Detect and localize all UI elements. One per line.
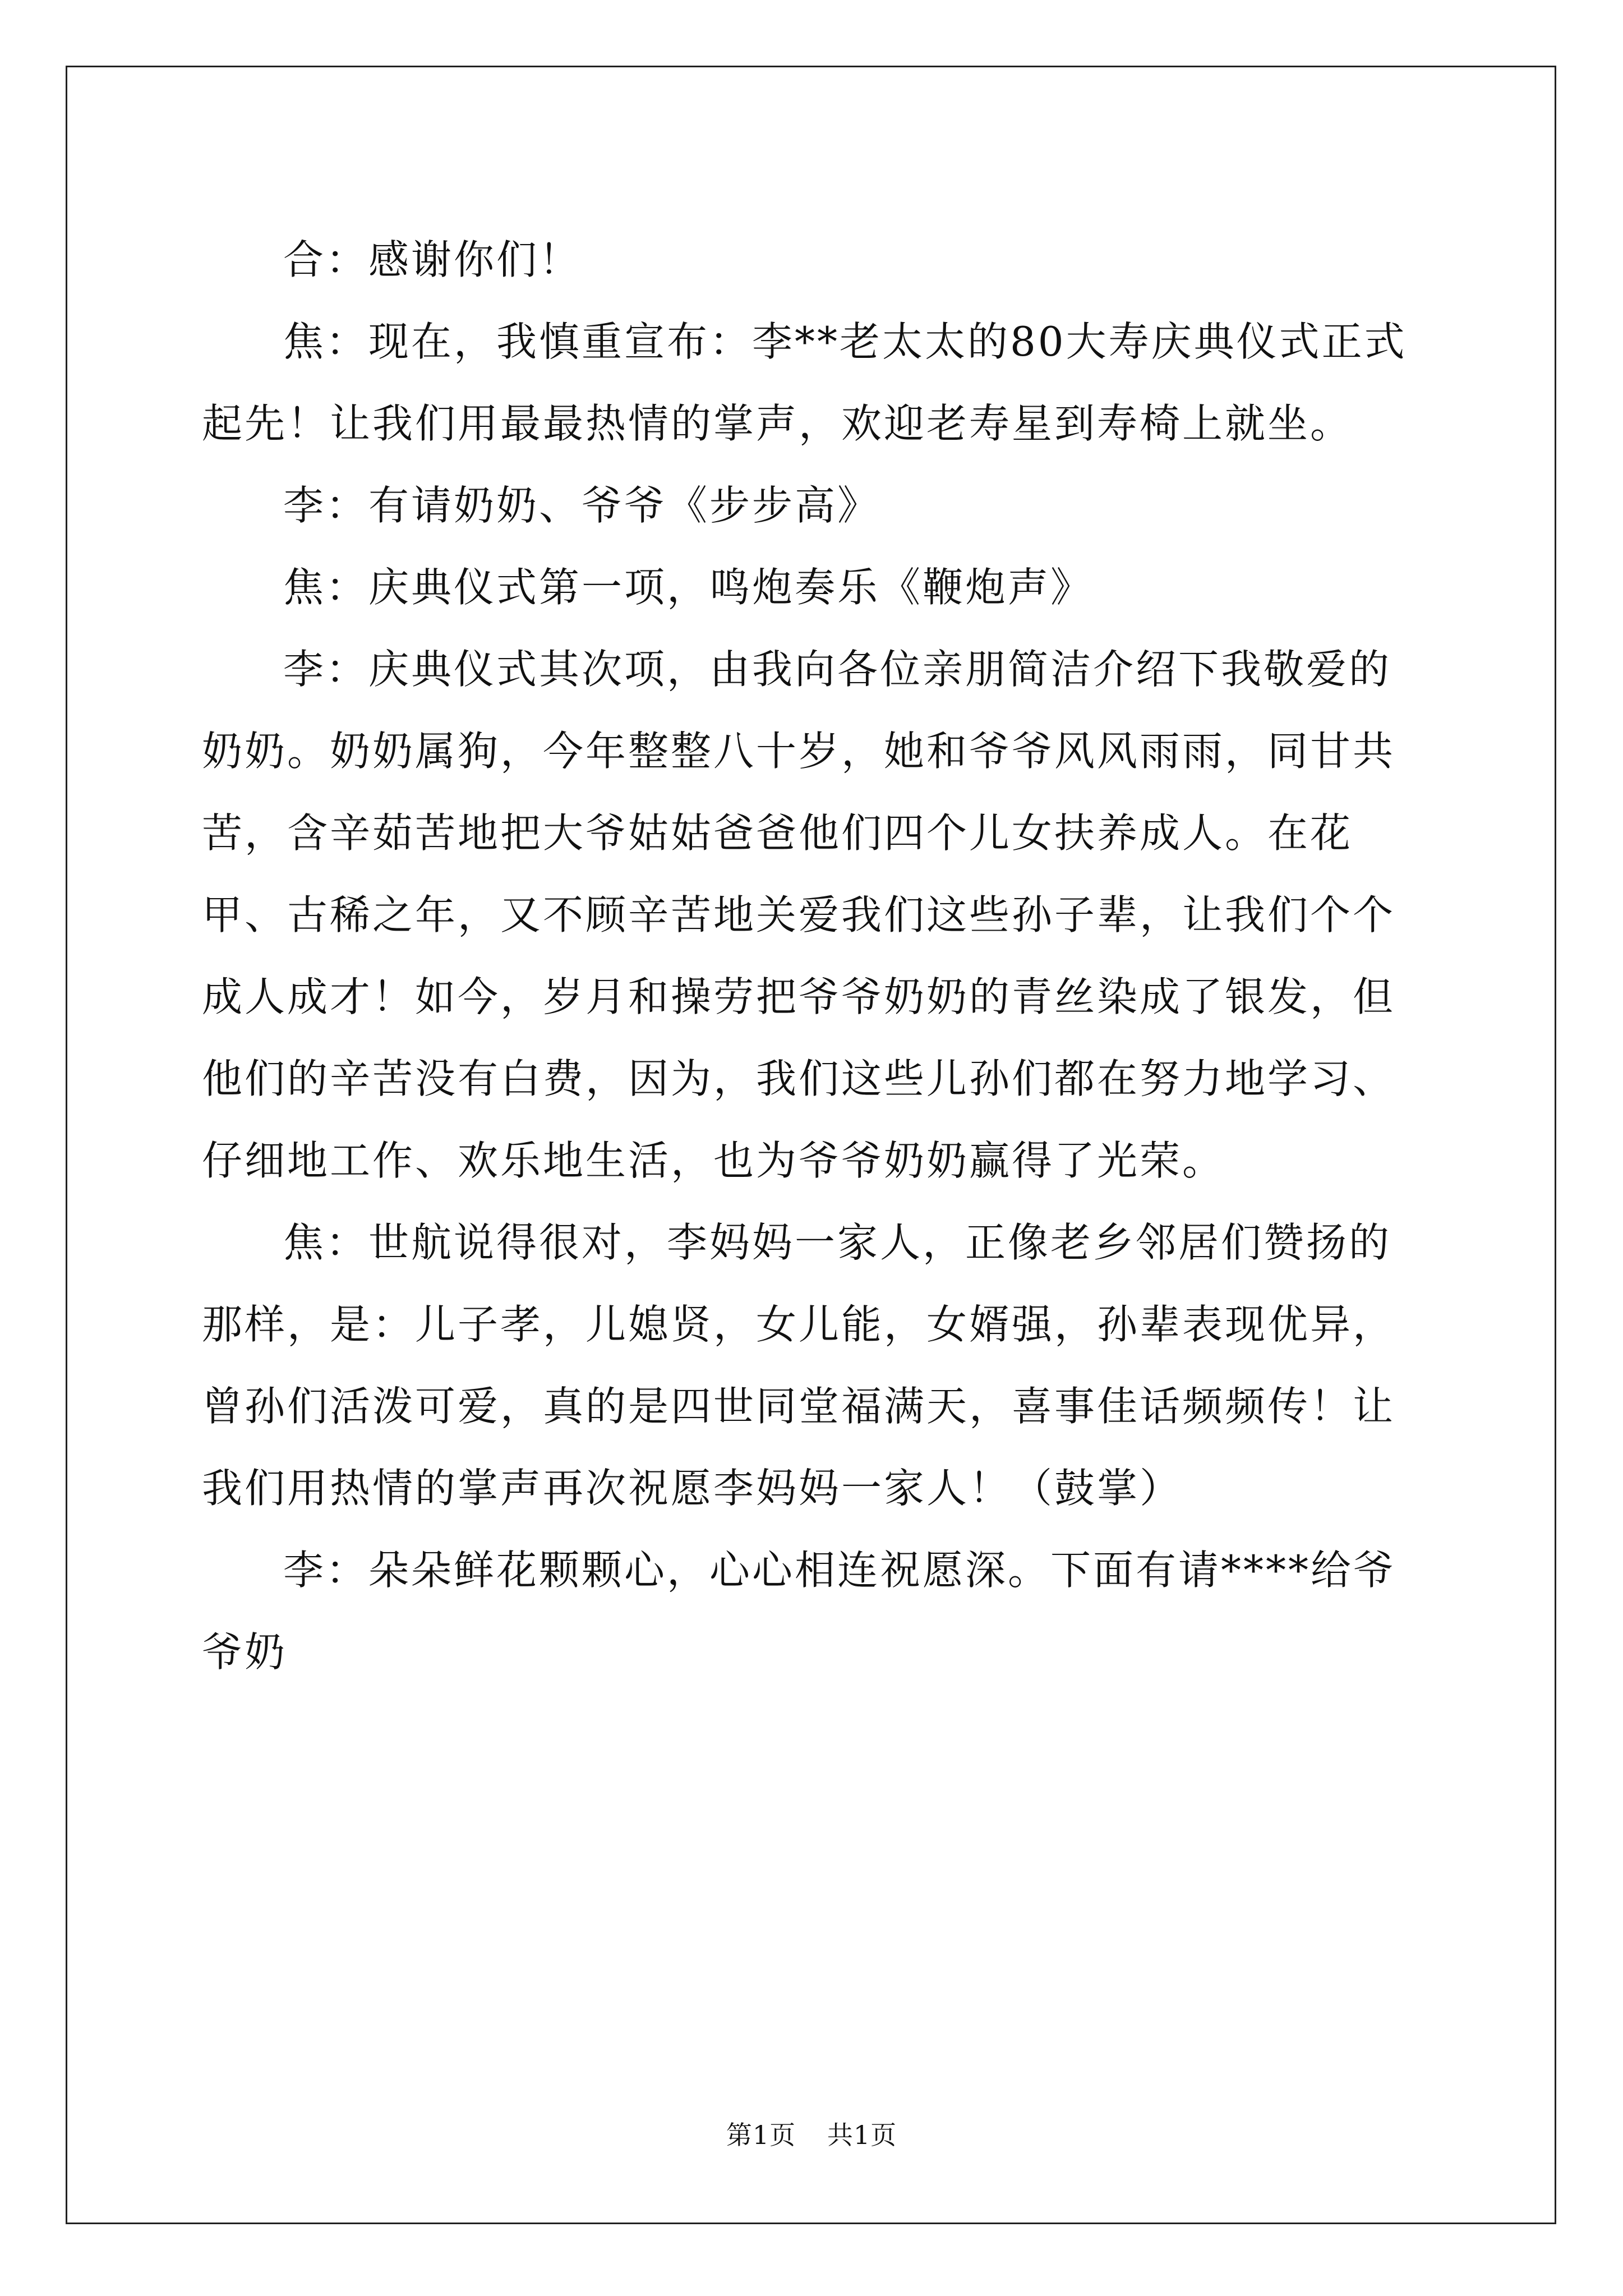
page-footer — [0, 2115, 1623, 2152]
paragraph-3: 李：有请奶奶、爷爷《步步高》 — [283, 482, 880, 529]
document-body — [202, 219, 1421, 1693]
paragraph-5: 李：庆典仪式其次项，由我向各位亲朋简洁介绍下我敬爱的奶奶。奶奶属狗，今年整整八十岁，她和爷爷风风雨雨，同甘共苦，含辛茹苦地把大爷姑姑爸爸他们四个儿女扶养成人。在花甲、古稀之年，又不顾辛苦地关爱我们这些孙子辈，让我们个个成人成才！如今，岁月和操劳把爷爷奶奶的青丝染成了银发，但他们的辛苦没有白费，因为，我们这些儿孙们都在努力地学习、仔细地工作、欢乐地生活，也为爷爷奶奶赢得了光荣。 — [202, 646, 1396, 1184]
paragraph-4: 焦：庆典仪式第一项，鸣炮奏乐《鞭炮声》 — [283, 564, 1094, 611]
paragraph-2: 焦：现在，我慎重宣布：李**老太太的80大寿庆典仪式正式起先！让我们用最最热情的掌声，欢迎老寿星到寿椅上就坐。 — [202, 318, 1407, 447]
paragraph-1: 合：感谢你们！ — [283, 236, 582, 283]
paragraph-6: 焦：世航说得很对，李妈妈一家人，正像老乡邻居们赞扬的那样，是：儿子孝，儿媳贤，女儿能，女婿强，孙辈表现优异，曾孙们活泼可爱，真的是四世同堂福满天，喜事佳话频频传！让我们用热情的掌声再次祝愿李妈妈一家人！（鼓掌） — [202, 1219, 1396, 1512]
page-number: 第1页 — [726, 2120, 796, 2150]
paragraph-7: 李：朵朵鲜花颗颗心，心心相连祝愿深。下面有请****给爷爷奶 — [202, 1547, 1396, 1676]
page-total: 共1页 — [827, 2120, 897, 2150]
